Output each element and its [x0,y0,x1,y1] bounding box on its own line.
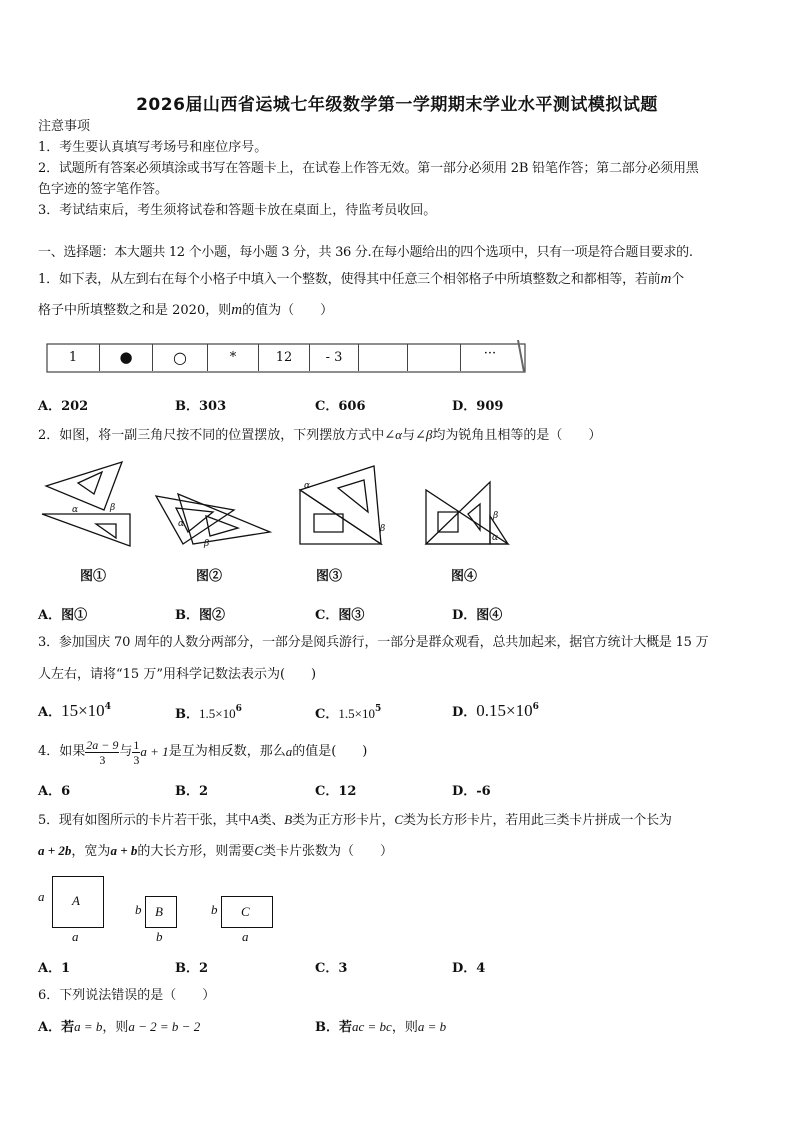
option-exponent: 4 [104,702,111,712]
question-3-text-line2: 人左右，请将“15 万”用科学记数法表示为( ) [38,667,317,682]
option-text: ，则 [102,1020,129,1035]
card-b-bottom-label: b [156,929,163,944]
svg-text:β: β [493,511,499,521]
svg-text:β: β [110,503,116,513]
q4-text-part: 与 [119,744,133,759]
q3-option-c[interactable] [315,703,381,722]
q5-text-part: ，宽为 [71,844,111,859]
svg-text:β: β [204,539,210,549]
option-exponent: 6 [532,702,539,712]
fraction-numerator: 2a − 9 [86,737,119,752]
q4-option-c[interactable]: C．12 [315,784,357,799]
q2-option-b[interactable]: B．图② [175,608,225,623]
q5-var: B [284,812,292,827]
q2-text-part: 与∠ [402,428,426,443]
q5-text-part: 类、 [258,813,285,828]
q5-text-part: 类为长方形卡片，若用此三类卡片拼成一个长为 [402,813,672,828]
option-label: D． [452,705,477,720]
number-strip [46,336,526,376]
figure-2-triangles [156,494,270,549]
strip-cell: ○ [153,344,208,371]
q2-option-d[interactable]: D．图④ [452,608,503,623]
q4-text-part: 是互为相反数，那么 [168,744,286,759]
figure-3-triangles [300,466,385,544]
q2-beta: β [425,427,433,442]
figure-1-label: 图① [80,569,107,584]
notice-item: 1．考生要认真填写考场号和座位序号。 [38,140,268,155]
question-2-text [38,426,601,445]
q5-var: C [394,812,403,827]
q5-option-a[interactable]: A．1 [38,961,71,976]
q3-option-a[interactable] [38,701,111,721]
svg-text:α: α [178,519,185,529]
strip-cell: - 3 [310,344,359,371]
option-math: ac = bc [352,1019,392,1034]
q5-length: a + 2b [38,843,72,858]
q1-var: m [660,271,672,287]
q4-var: a [285,744,293,759]
svg-text:β: β [380,524,386,534]
figure-1-triangles [42,462,130,546]
option-label: A．若 [38,1020,75,1035]
q1-text-part: 个 [671,272,684,287]
card-b-side-label: b [135,902,142,917]
question-6-text: 6．下列说法错误的是（ ） [38,988,216,1003]
option-exponent: 5 [374,704,382,714]
option-label: B．若 [315,1020,352,1035]
q4-text-part: 的值是( ) [292,744,368,759]
option-label: B． [175,707,199,722]
q2-option-c[interactable]: C．图③ [315,608,365,623]
option-label: A． [38,705,62,720]
question-4-text [38,732,367,772]
q5-text-part: 的大长方形，则需要 [137,844,255,859]
option-math: 1.5×10 [338,706,375,721]
strip-cell [408,344,461,371]
q1-var: m [231,302,243,318]
fraction-1 [85,738,119,767]
q5-text-part: 类为正方形卡片， [291,813,395,828]
option-math: a = b [417,1019,447,1034]
q2-alpha: α [395,427,402,442]
option-math: 15×10 [61,701,105,720]
q1-text-part: 的值为（ ） [242,303,334,318]
card-a [52,876,104,928]
q1-text-part: 格子中所填整数之和是 2020，则 [38,303,232,318]
question-1-text [38,270,684,289]
triangle-figures [38,456,518,551]
option-math: 0.15×10 [476,701,533,720]
card-a-bottom-label: a [72,929,79,944]
q3-option-b[interactable] [175,703,242,722]
q1-option-c[interactable]: C．606 [315,399,366,414]
q2-text-part: 2．如图，将一副三角尺按不同的位置摆放，下列摆放方式中∠ [38,428,396,443]
fraction-denominator: 3 [133,752,140,767]
q1-option-b[interactable]: B．303 [175,399,227,414]
q5-text-part: 5．现有如图所示的卡片若干张，其中 [38,813,251,828]
q1-option-a[interactable]: A．202 [38,399,89,414]
card-c [221,896,273,928]
option-exponent: 6 [235,704,242,714]
fraction-numerator: 1 [133,737,140,752]
q5-option-c[interactable]: C．3 [315,961,348,976]
q3-option-d[interactable] [452,701,539,721]
q1-text-part: 1．如下表，从左到右在每个小格子中填入一个整数，使得其中任意三个相邻格子中所填整数之和都相等，若前 [38,272,661,287]
q1-option-d[interactable]: D．909 [452,399,504,414]
notice-heading: 注意事项 [38,119,91,134]
notice-item: 色字迹的签字笔作答。 [38,182,169,197]
page-title: 2026届山西省运城七年级数学第一学期期末学业水平测试模拟试题 [136,95,658,115]
q4-option-d[interactable]: D．-6 [452,784,491,799]
question-5-text [38,811,672,830]
q5-var: A [250,812,259,827]
q5-option-d[interactable]: D．4 [452,961,486,976]
q2-option-a[interactable]: A．图① [38,608,88,623]
figure-4-label: 图④ [451,569,478,584]
q4-option-b[interactable]: B．2 [175,784,209,799]
card-a-label: A [72,893,80,908]
strip-cell: ··· [483,346,497,361]
q4-text-part: 4．如果 [38,744,86,759]
option-math: a − 2 = b − 2 [128,1019,201,1034]
figure-2-label: 图② [196,569,223,584]
q4-option-a[interactable]: A．6 [38,784,71,799]
q4-expression: a + 1 [140,744,169,759]
option-label: C． [315,707,339,722]
question-3-text: 3．参加国庆 70 周年的人数分两部分，一部分是阅兵游行，一部分是群众观看，总共加起来，据官方统计大概是 15 万 [38,635,709,650]
question-5-text-line2 [38,842,393,861]
card-b-label: B [155,904,163,919]
card-c-side-label: b [211,902,218,917]
q5-width: a + b [110,843,138,858]
option-math: 1.5×10 [199,706,236,721]
q5-option-b[interactable]: B．2 [175,961,209,976]
strip-cell [359,344,408,371]
svg-text:α: α [72,505,79,515]
fraction-denominator: 3 [99,752,106,767]
card-a-side-label: a [38,889,45,904]
option-text: ，则 [391,1020,418,1035]
q5-var: C [254,843,264,858]
q2-text-part: 均为锐角且相等的是（ ） [432,428,602,443]
fraction-2 [132,738,140,767]
card-b [145,896,177,928]
q6-option-a[interactable] [38,1018,200,1037]
strip-cell: 1 [47,344,100,371]
strip-cell: 12 [259,344,310,371]
figure-3-label: 图③ [316,569,343,584]
q6-option-b[interactable] [315,1018,446,1037]
strip-cell: * [208,344,259,371]
section-heading: 一、选择题：本大题共 12 个小题，每小题 3 分，共 36 分.在每小题给出的四个选项中，只有一项是符合题目要求的. [38,245,693,260]
card-c-label: C [241,904,250,919]
figure-4-triangles [426,482,508,544]
option-math: a = b [74,1019,103,1034]
q5-text-part: 类卡片张数为（ ） [263,844,394,859]
notice-item: 2．试题所有答案必须填涂或书写在答题卡上，在试卷上作答无效。第一部分必须用 2B 铅笔作答；第二部分必须用黑 [38,161,699,176]
question-1-text-line2 [38,301,333,320]
card-c-bottom-label: a [242,929,249,944]
strip-cell: ● [100,344,153,371]
svg-text:α: α [492,533,499,543]
notice-item: 3．考试结束后，考生须将试卷和答题卡放在桌面上，待监考员收回。 [38,203,437,218]
svg-text:α: α [304,481,311,491]
